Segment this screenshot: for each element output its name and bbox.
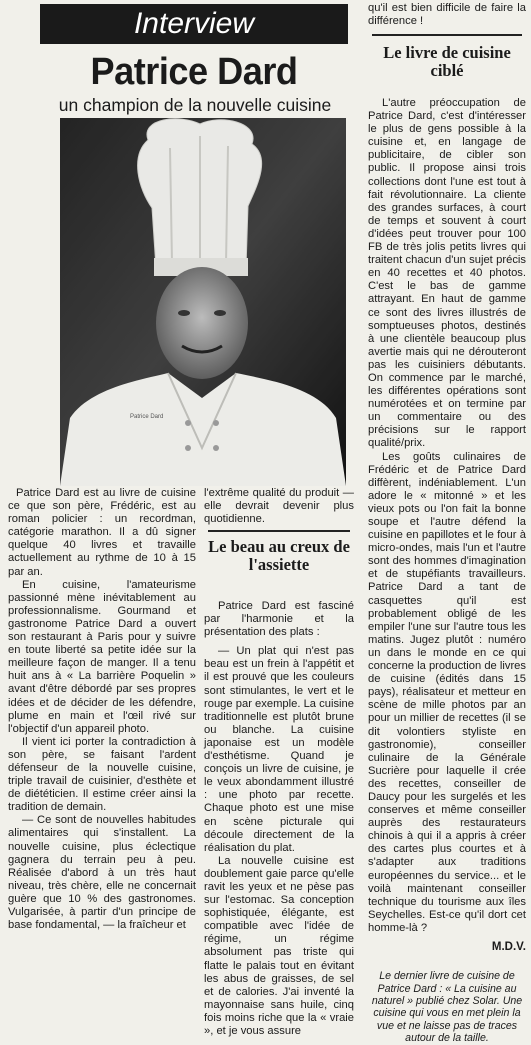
chef-portrait-drawing: [60, 118, 346, 486]
column-3-intro: [368, 2, 526, 28]
col3-paragraph-1: L'autre préoccupation de Patrice Dard, c'est d'intéresser le plus de gens possible à la cuisine et, en langage de publicitaire, de cibler son public. Il propose ainsi trois collections dont l'une est tout à fait révolutionnaire. La cliente des grandes surfaces, à court de temps et souvent à court d'idées peut trouver pour 100 FB de très jolis petits livres qui traitent chacun d'un sujet précis en 40 recettes et 40 photos. C'est le bas de gamme attrayant. En haut de gamme ce sont des livres illustrés de somptueuses photos, destinés à une clientèle beaucoup plus avertie mais qui ne dérouteront pas les cuisiniers débutants. On commence par le marché, les différentes opérations sont numérotées et on termine par un commentaire ou des précisions sur le rapport qualité/prix.: [368, 97, 526, 450]
article-title: Patrice Dard: [90, 51, 298, 93]
column-1: [8, 487, 196, 932]
col1-paragraph-2: En cuisine, l'amateurisme passionné mène inévitablement au professionnalisme. Gourmand et gastronome Patrice Dard a ouvert son restaurant à Paris pour y suivre en toute liberté sa petite idée sur la meilleure façon de manger. Il a tenu huit ans à « La barrière Poquelin » avant d'être débordé par ses propres idées et de décider de les défendre, plume en main et l'œil rivé sur l'objectif d'un appareil photo.: [8, 578, 196, 735]
col2-paragraph-3: La nouvelle cuisine est doublement gaie parce qu'elle ravit les yeux et ne pèse pas sur l'estomac. Sa conception sophistiquée, élégante, est compatible avec l'idée de régime, un régime absolument pas triste qui flatte le palais tout en évitant les abus de graisses, de sel et de calories. J'ai inventé la mayonnaise sans huile, cinq fois moins riche que la « vraie », et je vous assure: [204, 854, 354, 1037]
col3-paragraph-2: Les goûts culinaires de Frédéric et de Patrice Dard diffèrent, indéniablement. L'un adore le « mitonné » et les vieux pots ou l'on fait la bonne soupe et l'autre défend la cuisine en papillotes et le four à micro-ondes, mais l'un et l'autre sont des hommes d'imagination et de stupéfiants travailleurs. Patrice Dard a tant de casquettes qu'il est probablement obligé de les empiler l'une sur l'autre tous les matins. Jugez plutôt : numéro un dans le monde en ce qui concerne la production de livres de cuisine (édités dans 15 pays), réalisateur et metteur en scène de mille photos par an pour un millier de recettes (il se dit volontiers styliste en gastronomie), conseiller culinaire de la Générale Sucrière pour laquelle il crée des recettes, conseiller de Daucy pour les surgelés et les conserves et même conseiller auprès des restaurateurs chinois à qui il a appris à créer des cartes plus courtes et à s'adapter aux traditions européennes du service... et le voilà maintenant conseiller technique du tourisme aux îles Seychelles. Est-ce qu'il dort cet homme-là ?: [368, 450, 526, 934]
interview-banner: Interview: [40, 4, 348, 44]
author-signature: M.D.V.: [491, 941, 526, 953]
col1-paragraph-4: — Ce sont de nouvelles habitudes alimentaires qui s'installent. La nouvelle cuisine, plus éclectique gagnera du terrain peu à peu. Réalisée d'abord à un très haut niveau, très chère, elle ne concernait guère que 10 % des gastronomes. Vulgarisée, à partir d'un principe de base fondamental, — la fraîcheur et: [8, 814, 196, 932]
col1-paragraph-1: Patrice Dard est au livre de cuisine ce que son père, Frédéric, est au roman policier : un recordman, catégorie marathon. Il a dû signer quelque 40 livres et travaille actuellement au rythme de 10 à 15 par an.: [8, 487, 196, 578]
jacket-embroidery: Patrice Dard: [130, 414, 164, 420]
col2-paragraph-2: — Un plat qui n'est pas beau est un frein à l'appétit et il est prouvé que les couleurs sont stimulantes, le vert et le rouge par exemple. La cuisine traditionnelle est plutôt brune ou blanche. La cuisine japonaise est un modèle d'esthétisme. Quand je conçois un livre de cuisine, je le veux abondamment illustré : une photo par recette. Chaque photo est une mise en scène picturale qui découle directement de la réalisation du plat.: [204, 645, 354, 854]
section-rule-2: [372, 34, 522, 36]
col3-intro: qu'il est bien difficile de faire la différence !: [368, 2, 526, 28]
column-3-body: [368, 97, 526, 1045]
section-heading-beau: Le beau au creux de l'assiette: [208, 537, 350, 574]
book-caption: Le dernier livre de cuisine de Patrice Dard : « La cuisine au naturel » publié chez Solar. Une cuisine qui vous en met plein la vue et ne laisse pas de traces autour de la taille.: [371, 970, 523, 1045]
col1-paragraph-3: Il vient ici porter la contradiction à son père, se faisant l'ardent défenseur de la nouvelle cuisine, triple travail de cuisinier, d'esthète et de diététicien. Il estime créer ainsi la tradition de demain.: [8, 735, 196, 814]
col2-paragraph-1: Patrice Dard est fasciné par l'harmonie et la présentation des plats :: [204, 600, 354, 639]
col2-intro: l'extrême qualité du produit — elle devrait devenir plus quotidienne.: [204, 487, 354, 526]
article-subtitle: un champion de la nouvelle cuisine: [58, 95, 332, 115]
chef-portrait-photo: [60, 118, 346, 486]
section-heading-livre: Le livre de cuisine ciblé: [383, 43, 511, 80]
section-rule: [208, 530, 350, 532]
column-2-body: [204, 600, 354, 1038]
column-2: [204, 487, 354, 526]
